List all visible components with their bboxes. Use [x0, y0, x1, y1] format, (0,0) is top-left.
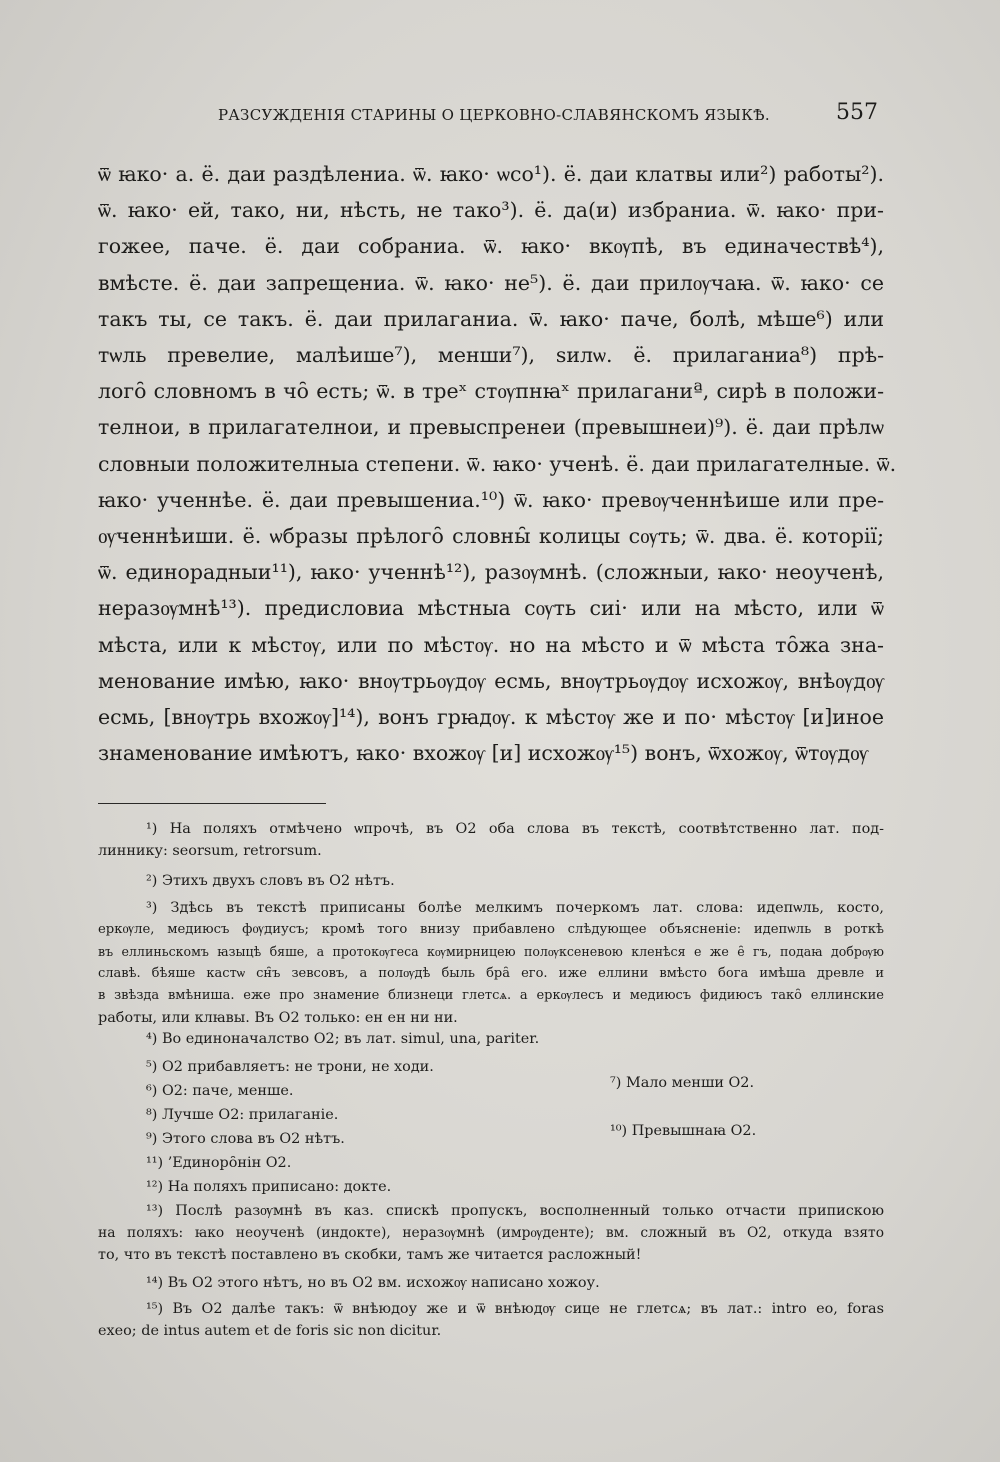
text-line: менование имѣю, ꙗко· внѹтрьѹдѹ есмь, внѹтрьѹдѹ исхожѹ, внѣѹдѹ: [98, 668, 884, 693]
running-head: РАЗСУЖДЕНІЯ СТАРИНЫ О ЦЕРКОВНО-СЛАВЯНСКОМЪ ЯЗЫКѢ.: [218, 106, 770, 124]
text-line: неразѹмнѣ¹³). предисловиа мѣстныа сѹть сиі· или на мѣсто, или ѿ: [98, 596, 884, 621]
main-text: [98, 156, 897, 771]
text-line: ѿ. ꙗко· ей, тако, ни, нѣсть, не тако³). ё. да(и) избраниа. ѿ. ꙗко· при-: [98, 198, 884, 223]
page-number: 557: [836, 100, 878, 125]
footnote-7: ⁷) Мало менши О2.: [610, 1075, 755, 1091]
text-line: телнои, в прилагателнои, и превыспренеи (превышнеи)⁹). ё. даи прѣлѡ: [98, 415, 884, 440]
text-line: гожее, паче. ё. даи собраниа. ѿ. ꙗко· вкѹпѣ, въ единачествѣ⁴),: [98, 234, 884, 259]
text-line: ꙗко· ученнѣе. ё. даи превышениа.¹⁰) ѿ. ꙗко· превѹченнѣише или пре-: [98, 487, 884, 512]
footnote-1: ¹) На поляхъ отмѣчено ѡпрочѣ, въ О2 оба слова въ текстѣ, соотвѣтственно лат. под- линнику: seorsum, retrorsum.: [98, 821, 884, 859]
text-line: тѡль превелие, малѣише⁷), менши⁷), ѕилѡ. ё. прилаганиа⁸) прѣ-: [98, 343, 884, 368]
footnote-3: ³) Здѣсь въ текстѣ приписаны болѣе мелкимъ почеркомъ лат. слова: идепѡль, косто, еркѹле, медиюсъ фѹдиусъ; кромѣ того внизу прибавлено слѣдующее объясненіе: идепѡль в роткѣ въ еллиньскомъ ꙗзыцѣ бяше, а протокѹгеса кѹмирницею полѹксеневою кленѣся е же е̑ гъ, подаꙗ добрѹю славѣ. бѣяше кастѡ сн̑ъ зевсовъ, а полѹдѣ быль бра̑ его. иже еллини вмѣсто бога имѣша древле и в звѣзда вмѣниша. еже про знамение близнеци глетсѧ. а еркѹлесъ и медиюсъ фидиюсъ тако̑ еллинские работы, или клꙗвы. Въ О2 только: ен ен ни ни.: [98, 900, 884, 1026]
text-line: ѿ. единорадныи¹¹), ꙗко· ученнѣ¹²), разѹмнѣ. (сложныи, ꙗко· неоученѣ,: [98, 560, 884, 585]
footnote-8: ⁸) Лучше О2: прилаганіе.: [146, 1107, 339, 1123]
text-line: вмѣсте. ё. даи запрещениа. ѿ. ꙗко· не⁵). ё. даи прилѹчаꙗ. ѿ. ꙗко· се: [98, 270, 884, 295]
footnote-14: ¹⁴) Въ О2 этого нѣтъ, но въ О2 вм. исхожѹ написано хожоу.: [146, 1275, 600, 1291]
footnote-2: ²) Этихъ двухъ словъ въ О2 нѣтъ.: [146, 873, 395, 889]
text-line: мѣста, или к мѣстѹ, или по мѣстѹ. но на мѣсто и ѿ мѣста то̑жа зна-: [98, 632, 884, 657]
footnote-6: ⁶) О2: паче, менше.: [146, 1083, 294, 1099]
text-line: есмь, [внѹтрь вхожѹ]¹⁴), вонъ грꙗдѹ. к мѣстѹ же и по· мѣстѹ [и]иное: [98, 705, 884, 730]
footnote-divider: [98, 803, 326, 804]
footnote-4: ⁴) Во единоначалство О2; въ лат. simul, una, pariter.: [146, 1031, 540, 1047]
text-line: лого̑ словномъ в чо̑ есть; ѿ. в треˣ стѹпнꙗˣ прилаганиª, сирѣ в положи-: [98, 379, 884, 404]
footnote-10: ¹⁰) Превышнаꙗ О2.: [610, 1123, 757, 1139]
text-line: словныи положителныа степени. ѿ. ꙗко· ученѣ. ё. даи прилагателные. ѿ.: [98, 451, 897, 476]
text-line: ѹченнѣиши. ё. ѡбразы прѣлого̑ словны̑ колицы сѹть; ѿ. два. ё. которії;: [98, 524, 884, 549]
text-line: такъ ты, се такъ. ё. даи прилаганиа. ѿ. ꙗко· паче, болѣ, мѣше⁶) или: [98, 306, 884, 331]
text-line: ѿ ꙗко· а. ё. даи раздѣлениа. ѿ. ꙗко· ѡсо¹). ё. даи клатвы или²) работы²).: [98, 162, 884, 186]
footnote-13: ¹³) Послѣ разѹмнѣ въ каз. спискѣ пропускъ, восполненный только отчасти припискою на поляхъ: ꙗко неоученѣ (индокте), неразѹмнѣ (имрѹденте); вм. сложный въ О2, откуда взято то, что въ текстѣ поставлено въ скобки, тамъ же читается расложный!: [98, 1203, 884, 1263]
footnote-15: ¹⁵) Въ О2 далѣе такъ: ѿ внѣюдоу же и ѿ внѣюдѹ сице не глетсѧ; въ лат.: intro eo, foras exeo; de intus autem et de foris sic non dicitur.: [98, 1301, 884, 1339]
footnote-11: ¹¹) ’Единоро̑нін О2.: [146, 1155, 292, 1171]
footnote-9: ⁹) Этого слова въ О2 нѣтъ.: [146, 1131, 345, 1147]
footnote-12: ¹²) На поляхъ приписано: докте.: [146, 1179, 392, 1195]
footnote-5: ⁵) О2 прибавляетъ: не трони, не ходи.: [146, 1059, 434, 1075]
text-line: знаменование имѣютъ, ꙗко· вхожѹ [и] исхожѹ¹⁵) вонъ, ѿхожѹ, ѿтѹдѹ: [98, 741, 869, 766]
